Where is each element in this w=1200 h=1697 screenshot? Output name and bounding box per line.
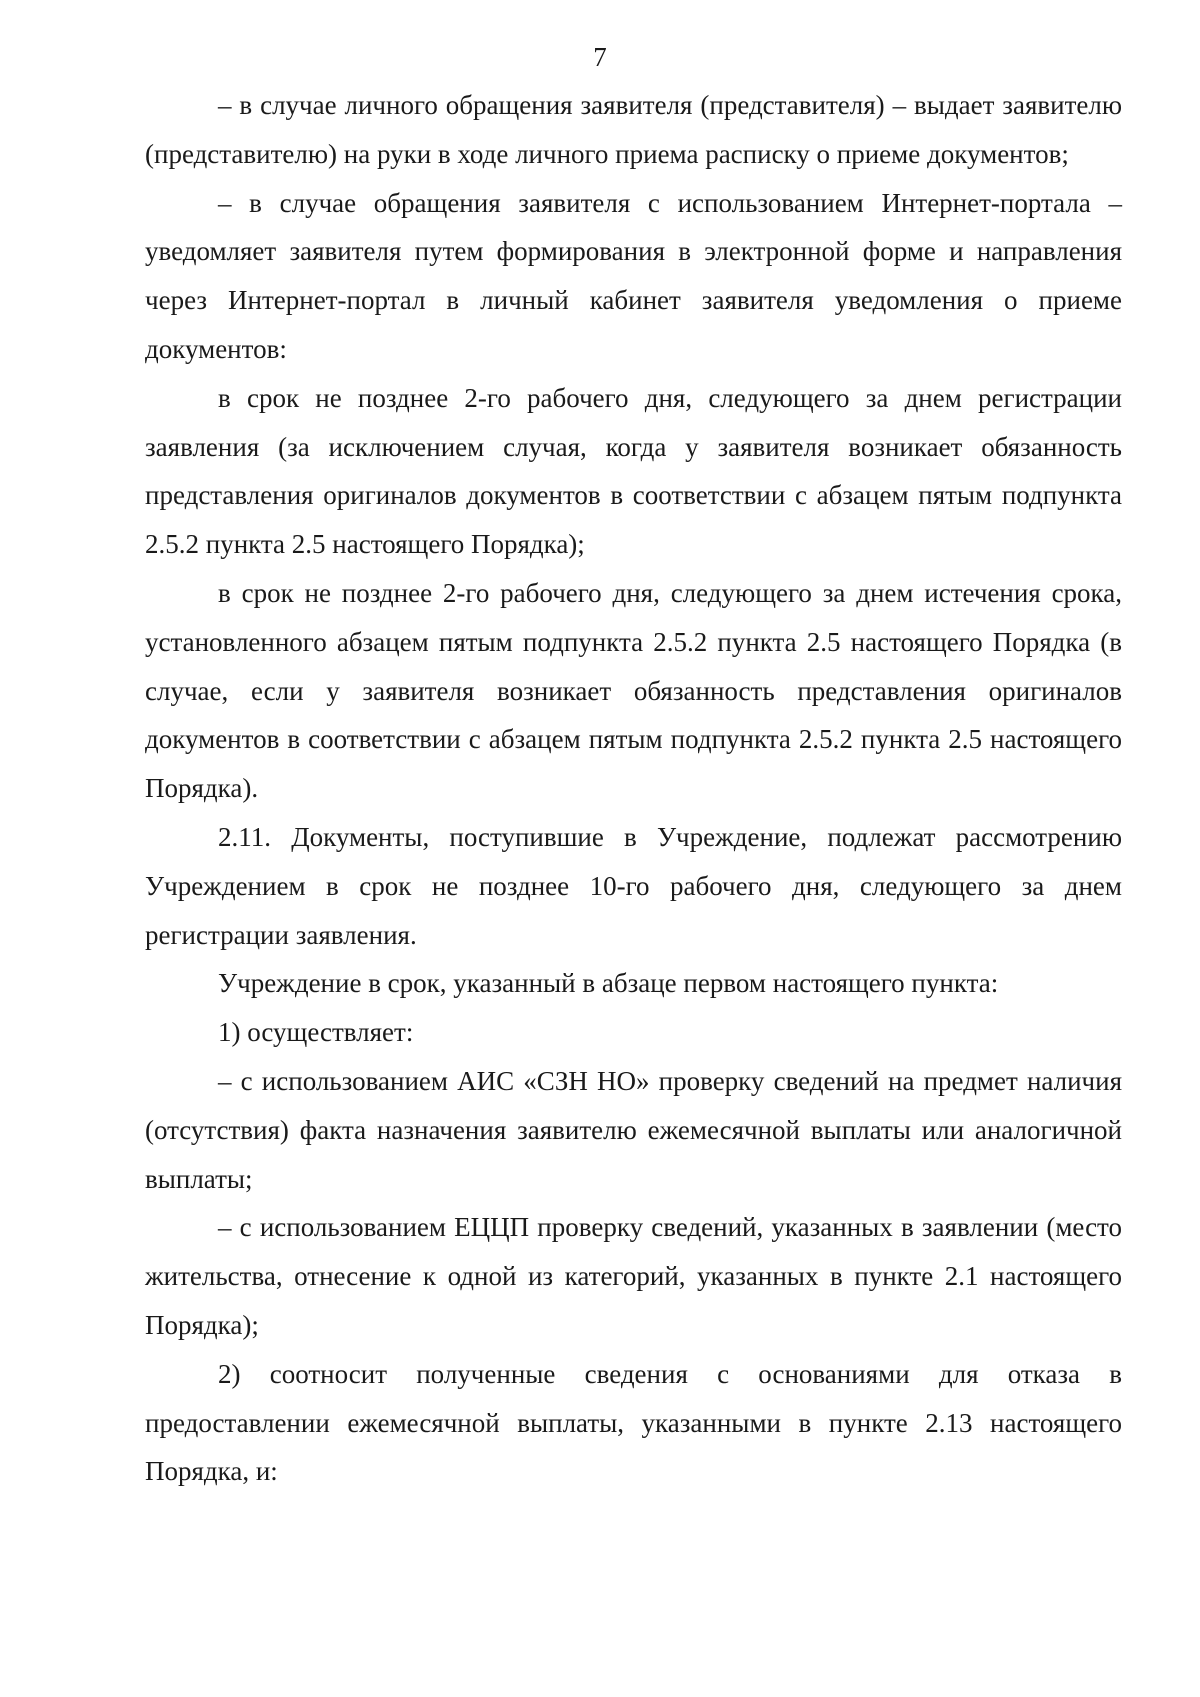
paragraph-deadline-expiration: в срок не позднее 2-го рабочего дня, следующего за днем истечения срока, установленного абзацем пятым подпункта 2.5.2 пункта 2.5 настоящего Порядка (в случае, если у заявителя возникает обязанность представления оригиналов документов в соответствии с абзацем пятым подпункта 2.5.2 пункта 2.5 настоящего Порядка). [145, 577, 1122, 804]
paragraph-item-1: 1) осуществляет: [218, 1017, 414, 1048]
paragraph-personal-receipt: – в случае личного обращения заявителя (представителя) – выдает заявителю (представителю) на руки в ходе личного приема расписку о приеме документов; [145, 90, 1122, 169]
paragraph-ais-check: – с использованием АИС «СЗН НО» проверку сведений на предмет наличия (отсутствия) факта назначения заявителю ежемесячной выплаты или аналогичной выплаты; [145, 1065, 1122, 1194]
paragraph-deadline-registration: в срок не позднее 2-го рабочего дня, следующего за днем регистрации заявления (за исключением случая, когда у заявителя возникает обязанность представления оригиналов документов в соответствии с абзацем пятым подпункта 2.5.2 пункта 2.5 настоящего Порядка); [145, 382, 1122, 560]
page-number: 7 [593, 42, 607, 72]
paragraph-eccp-check: – с использованием ЕЦЦП проверку сведений, указанных в заявлении (место жительства, отнесение к одной из категорий, указанных в пункте 2.1 настоящего Порядка); [145, 1212, 1122, 1340]
paragraph-clause-2-11: 2.11. Документы, поступившие в Учреждение, подлежат рассмотрению Учреждением в срок не позднее 10-го рабочего дня, следующего за днем регистрации заявления. [145, 821, 1122, 950]
paragraph-item-2: 2) соотносит полученные сведения с основаниями для отказа в предоставлении ежемесячной выплаты, указанными в пункте 2.13 настоящего Порядка, и: [145, 1358, 1122, 1487]
document-body [145, 81, 1122, 1496]
paragraph-institution-within-term: Учреждение в срок, указанный в абзаце первом настоящего пункта: [218, 968, 999, 999]
paragraph-portal-notification: – в случае обращения заявителя с использованием Интернет-портала – уведомляет заявителя путем формирования в электронной форме и направления через Интернет-портал в личный кабинет заявителя уведомления о приеме документов: [145, 187, 1122, 364]
